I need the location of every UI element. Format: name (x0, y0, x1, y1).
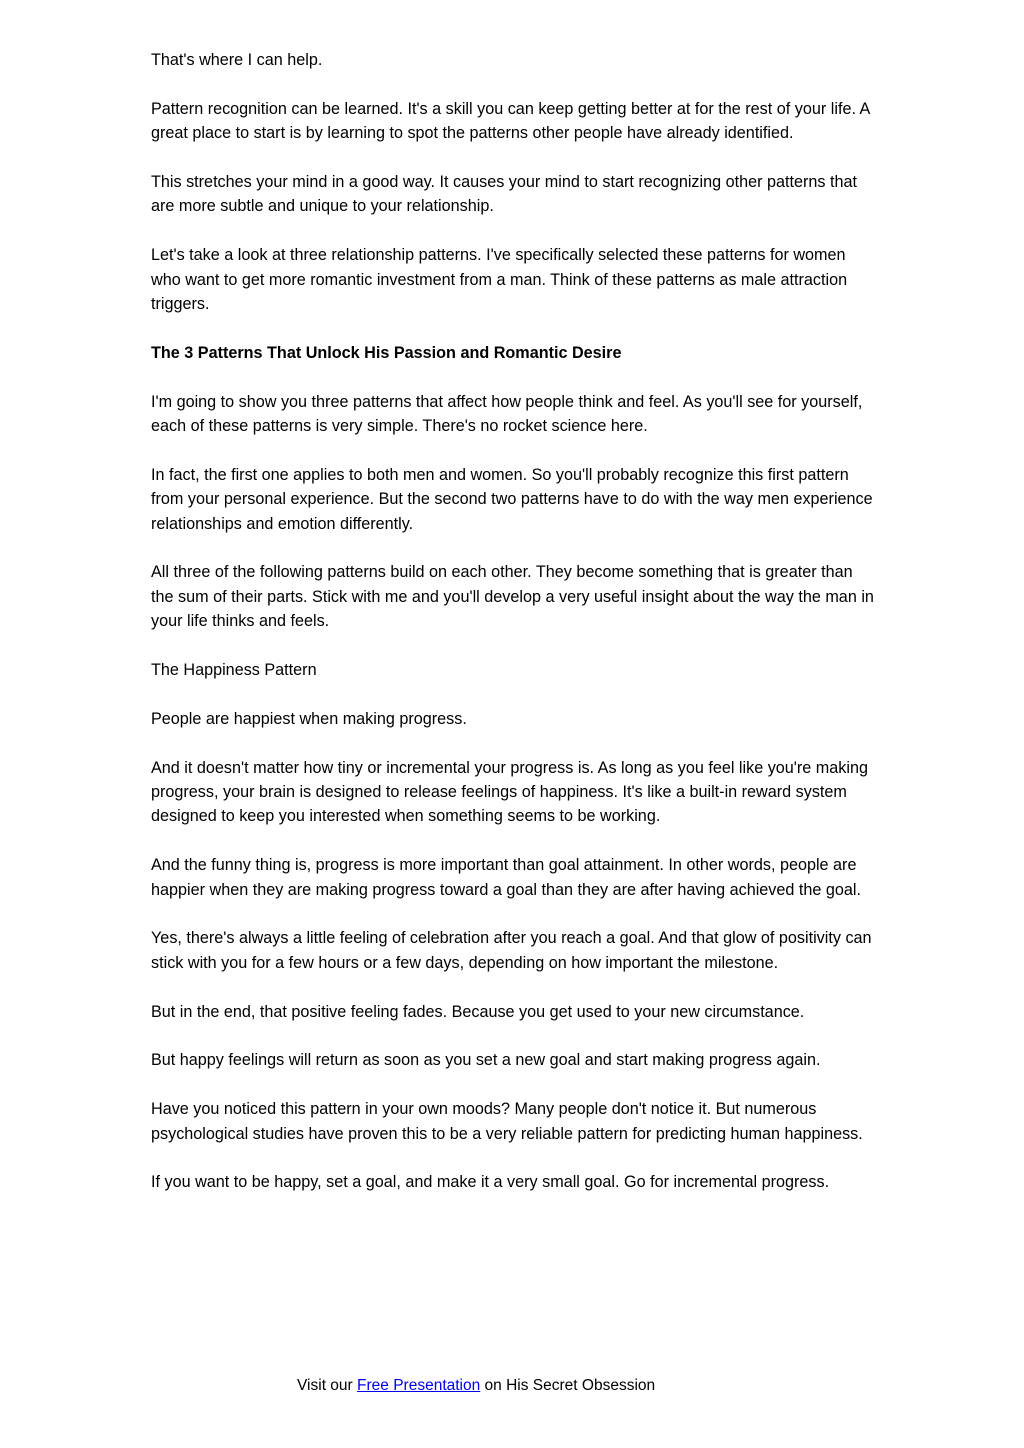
paragraph: And the funny thing is, progress is more important than goal attainment. In other words, people are happier when they are making progress toward a goal than they are after having achieved the goal. (151, 856, 861, 899)
paragraph: If you want to be happy, set a goal, and make it a very small goal. Go for incremental progress. (151, 1173, 830, 1192)
footer-suffix: on His Secret Obsession (480, 1377, 656, 1394)
footer-prefix: Visit our (297, 1377, 358, 1394)
paragraph: That's where I can help. (151, 51, 323, 69)
paragraph: And it doesn't matter how tiny or incremental your progress is. As long as you feel like you're making progress, your brain is designed to release feelings of happiness. It's like a built-in reward system designed to keep you interested when something seems to be working. (151, 758, 868, 826)
section-heading: The 3 Patterns That Unlock His Passion and Romantic Desire (151, 343, 622, 362)
paragraph: People are happiest when making progress. (151, 709, 467, 728)
paragraph: This stretches your mind in a good way. It causes your mind to start recognizing other patterns that are more subtle and unique to your relationship. (151, 173, 857, 216)
footer-line (297, 1375, 655, 1397)
paragraph: But happy feelings will return as soon as you set a new goal and start making progress again. (151, 1051, 821, 1070)
document-body (151, 48, 876, 1219)
paragraph: Yes, there's always a little feeling of celebration after you reach a goal. And that glow of positivity can stick with you for a few hours or a few days, depending on how important the milestone. (151, 929, 872, 972)
paragraph: Let's take a look at three relationship patterns. I've specifically selected these patterns for women who want to get more romantic investment from a man. Think of these patterns as male attraction triggers. (151, 246, 848, 314)
paragraph: Have you noticed this pattern in your own moods? Many people don't notice it. But numerous psychological studies have proven this to be a very reliable pattern for predicting human happiness. (151, 1100, 863, 1143)
paragraph: I'm going to show you three patterns that affect how people think and feel. As you'll see for yourself, each of these patterns is very simple. There's no rocket science here. (151, 392, 863, 436)
paragraph: In fact, the first one applies to both men and women. So you'll probably recognize this first pattern from your personal experience. But the second two patterns have to do with the way men experience relationships and emotion differently. (151, 465, 873, 533)
free-presentation-link[interactable]: Free Presentation (357, 1377, 481, 1394)
paragraph: But in the end, that positive feeling fades. Because you get used to your new circumstance. (151, 1002, 805, 1021)
paragraph: All three of the following patterns build on each other. They become something that is greater than the sum of their parts. Stick with me and you'll develop a very useful insight about the way the man in your life thinks and feels. (151, 563, 874, 631)
paragraph: Pattern recognition can be learned. It's a skill you can keep getting better at for the rest of your life. A great place to start is by learning to spot the patterns other people have already identified. (151, 99, 870, 143)
subheading-happiness-pattern: The Happiness Pattern (151, 661, 317, 680)
